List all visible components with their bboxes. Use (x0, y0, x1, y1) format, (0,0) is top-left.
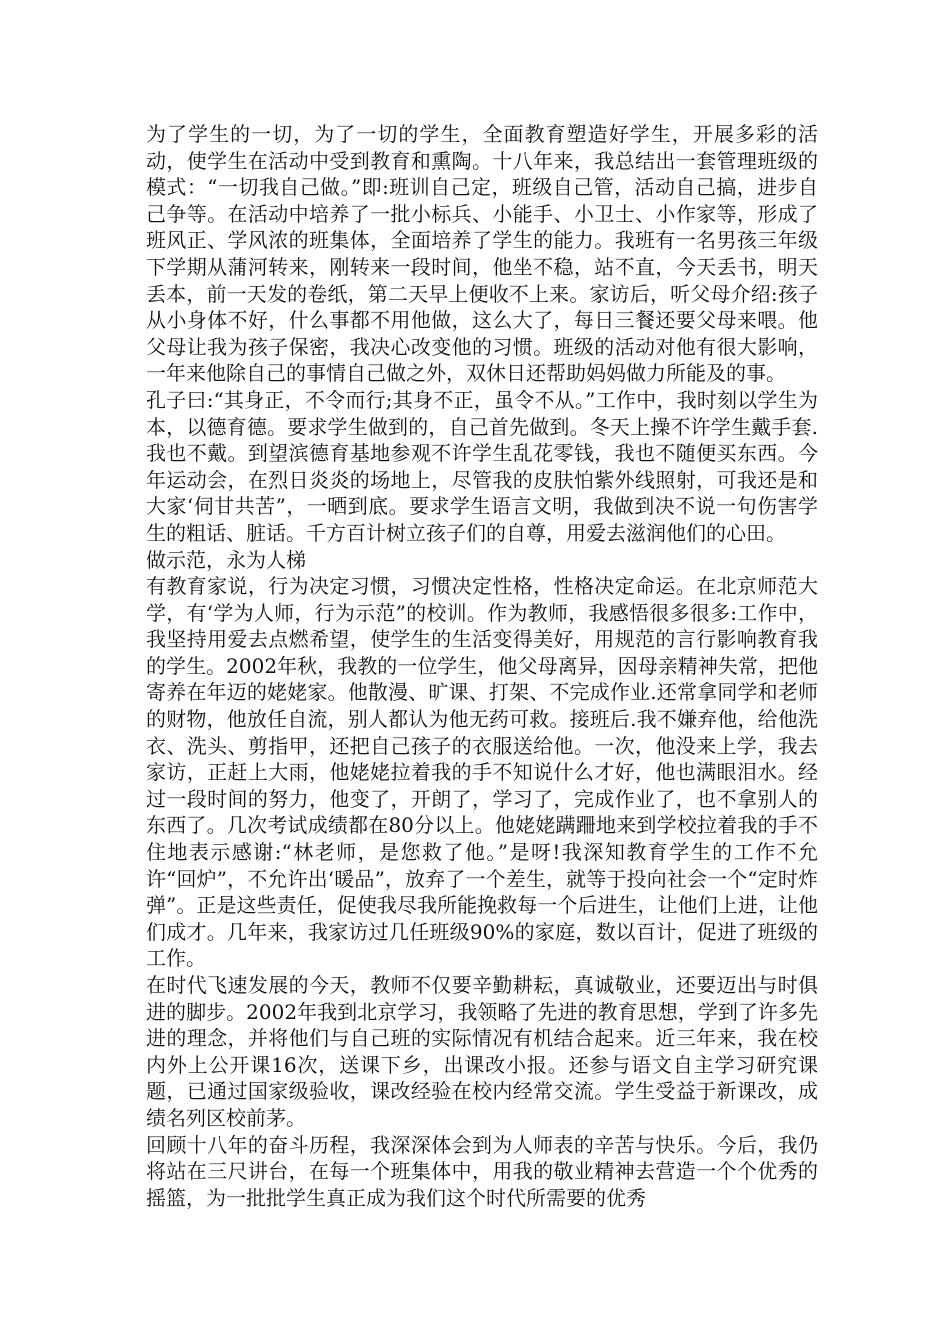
paragraph-looking-back: 回顾十八年的奋斗历程，我深深体会到为人师表的辛苦与快乐。今后，我仍将站在三尺讲台，在每一个班集体中，用我的敬业精神去营造一个个优秀的摇篮，为一批批学生真正成为我们这个时代所需要的优秀 (146, 1132, 818, 1210)
paragraph-behavior-habits: 有教育家说，行为决定习惯，习惯决定性格，性格决定命运。在北京师范大学，有‘学为人师，行为示范”的校训。作为教师，我感悟很多很多:工作中，我坚持用爱去点燃希望，使学生的生活变得美好，用规范的言行影响教育我的学生。2002年秋，我教的一位学生，他父母离异，因母亲精神失常，把他寄养在年迈的姥姥家。他散漫、旷课、打架、不完成作业.还常拿同学和老师的财物，他放任自流，别人都认为他无药可救。接班后.我不嫌弃他，给他洗衣、洗头、剪指甲，还把自己孩子的衣服送给他。一次，他没来上学，我去家访，正赶上大雨，他姥姥拉着我的手不知说什么才好，他也满眼泪水。经过一段时间的努力，他变了，开朗了，学习了，完成作业了，也不拿别人的东西了。几次考试成绩都在80分以上。他姥姥蹒跚地来到学校拉着我的手不住地表示感谢:“林老师，是您救了他。”是呀!我深知教育学生的工作不允许“回炉”，不允许出‘暖品”，放弃了一个差生，就等于投向社会一个“定时炸弹”。正是这些责任，促使我尽我所能挽救每一个后进生，让他们上进，让他们成才。几年来，我家访过几任班级90%的家庭，数以百计，促进了班级的工作。 (146, 574, 818, 971)
paragraph-keeping-pace: 在时代飞速发展的今天，教师不仅要辛勤耕耘，真诚敬业，还要迈出与时俱进的脚步。2002年我到北京学习，我领略了先进的教育思想，学到了许多先进的理念，并将他们与自己班的实际情况有机结合起来。近三年来，我在校内外上公开课16次，送课下乡，出课改小报。还参与语文自主学习研究课题，已通过国家级验收，课改经验在校内经常交流。学生受益于新课改，成绩名列区校前茅。 (146, 973, 818, 1130)
section-heading: 做示范，永为人梯 (146, 547, 306, 572)
paragraph-class-activities: 为了学生的一切，为了一切的学生，全面教育塑造好学生，开展多彩的活动，使学生在活动中受到教育和熏陶。十八年来，我总结出一套管理班级的模式：“一切我自己做。”即:班训自己定，班级自己管，活动自己搞，进步自己争等。在活动中培养了一批小标兵、小能手、小卫士、小作家等，形成了班风正、学风浓的班集体，全面培养了学生的能力。我班有一名男孩三年级下学期从蒲河转来，刚转来一段时间，他坐不稳，站不直，今天丢书，明天丢本，前一天发的卷纸，第二天早上便收不上来。家访后，听父母介绍:孩子从小身体不好，什么事都不用他做，这么大了，每日三餐还要父母来喂。他父母让我为孩子保密，我决心改变他的习惯。班级的活动对他有很大影响，一年来他除自己的事情自己做之外，双休日还帮助妈妈做力所能及的事。 (146, 122, 818, 386)
paragraph-confucius-example: 孔子曰:“其身正，不令而行;其身不正，虽令不从。”工作中，我时刻以学生为本，以德育德。要求学生做到的，自己首先做到。冬天上操不许学生戴手套.我也不戴。到望滨德育基地参观不许学生乱花零钱，我也不随便买东西。今年运动会，在烈日炎炎的场地上，尽管我的皮肤怕紫外线照射，可我还是和大家‘伺甘共苦”，一晒到底。要求学生语言文明，我做到决不说一句伤害学生的粗话、脏话。千方百计树立孩子们的自尊，用爱去滋润他们的心田。 (146, 387, 818, 545)
document-page (146, 121, 818, 1211)
